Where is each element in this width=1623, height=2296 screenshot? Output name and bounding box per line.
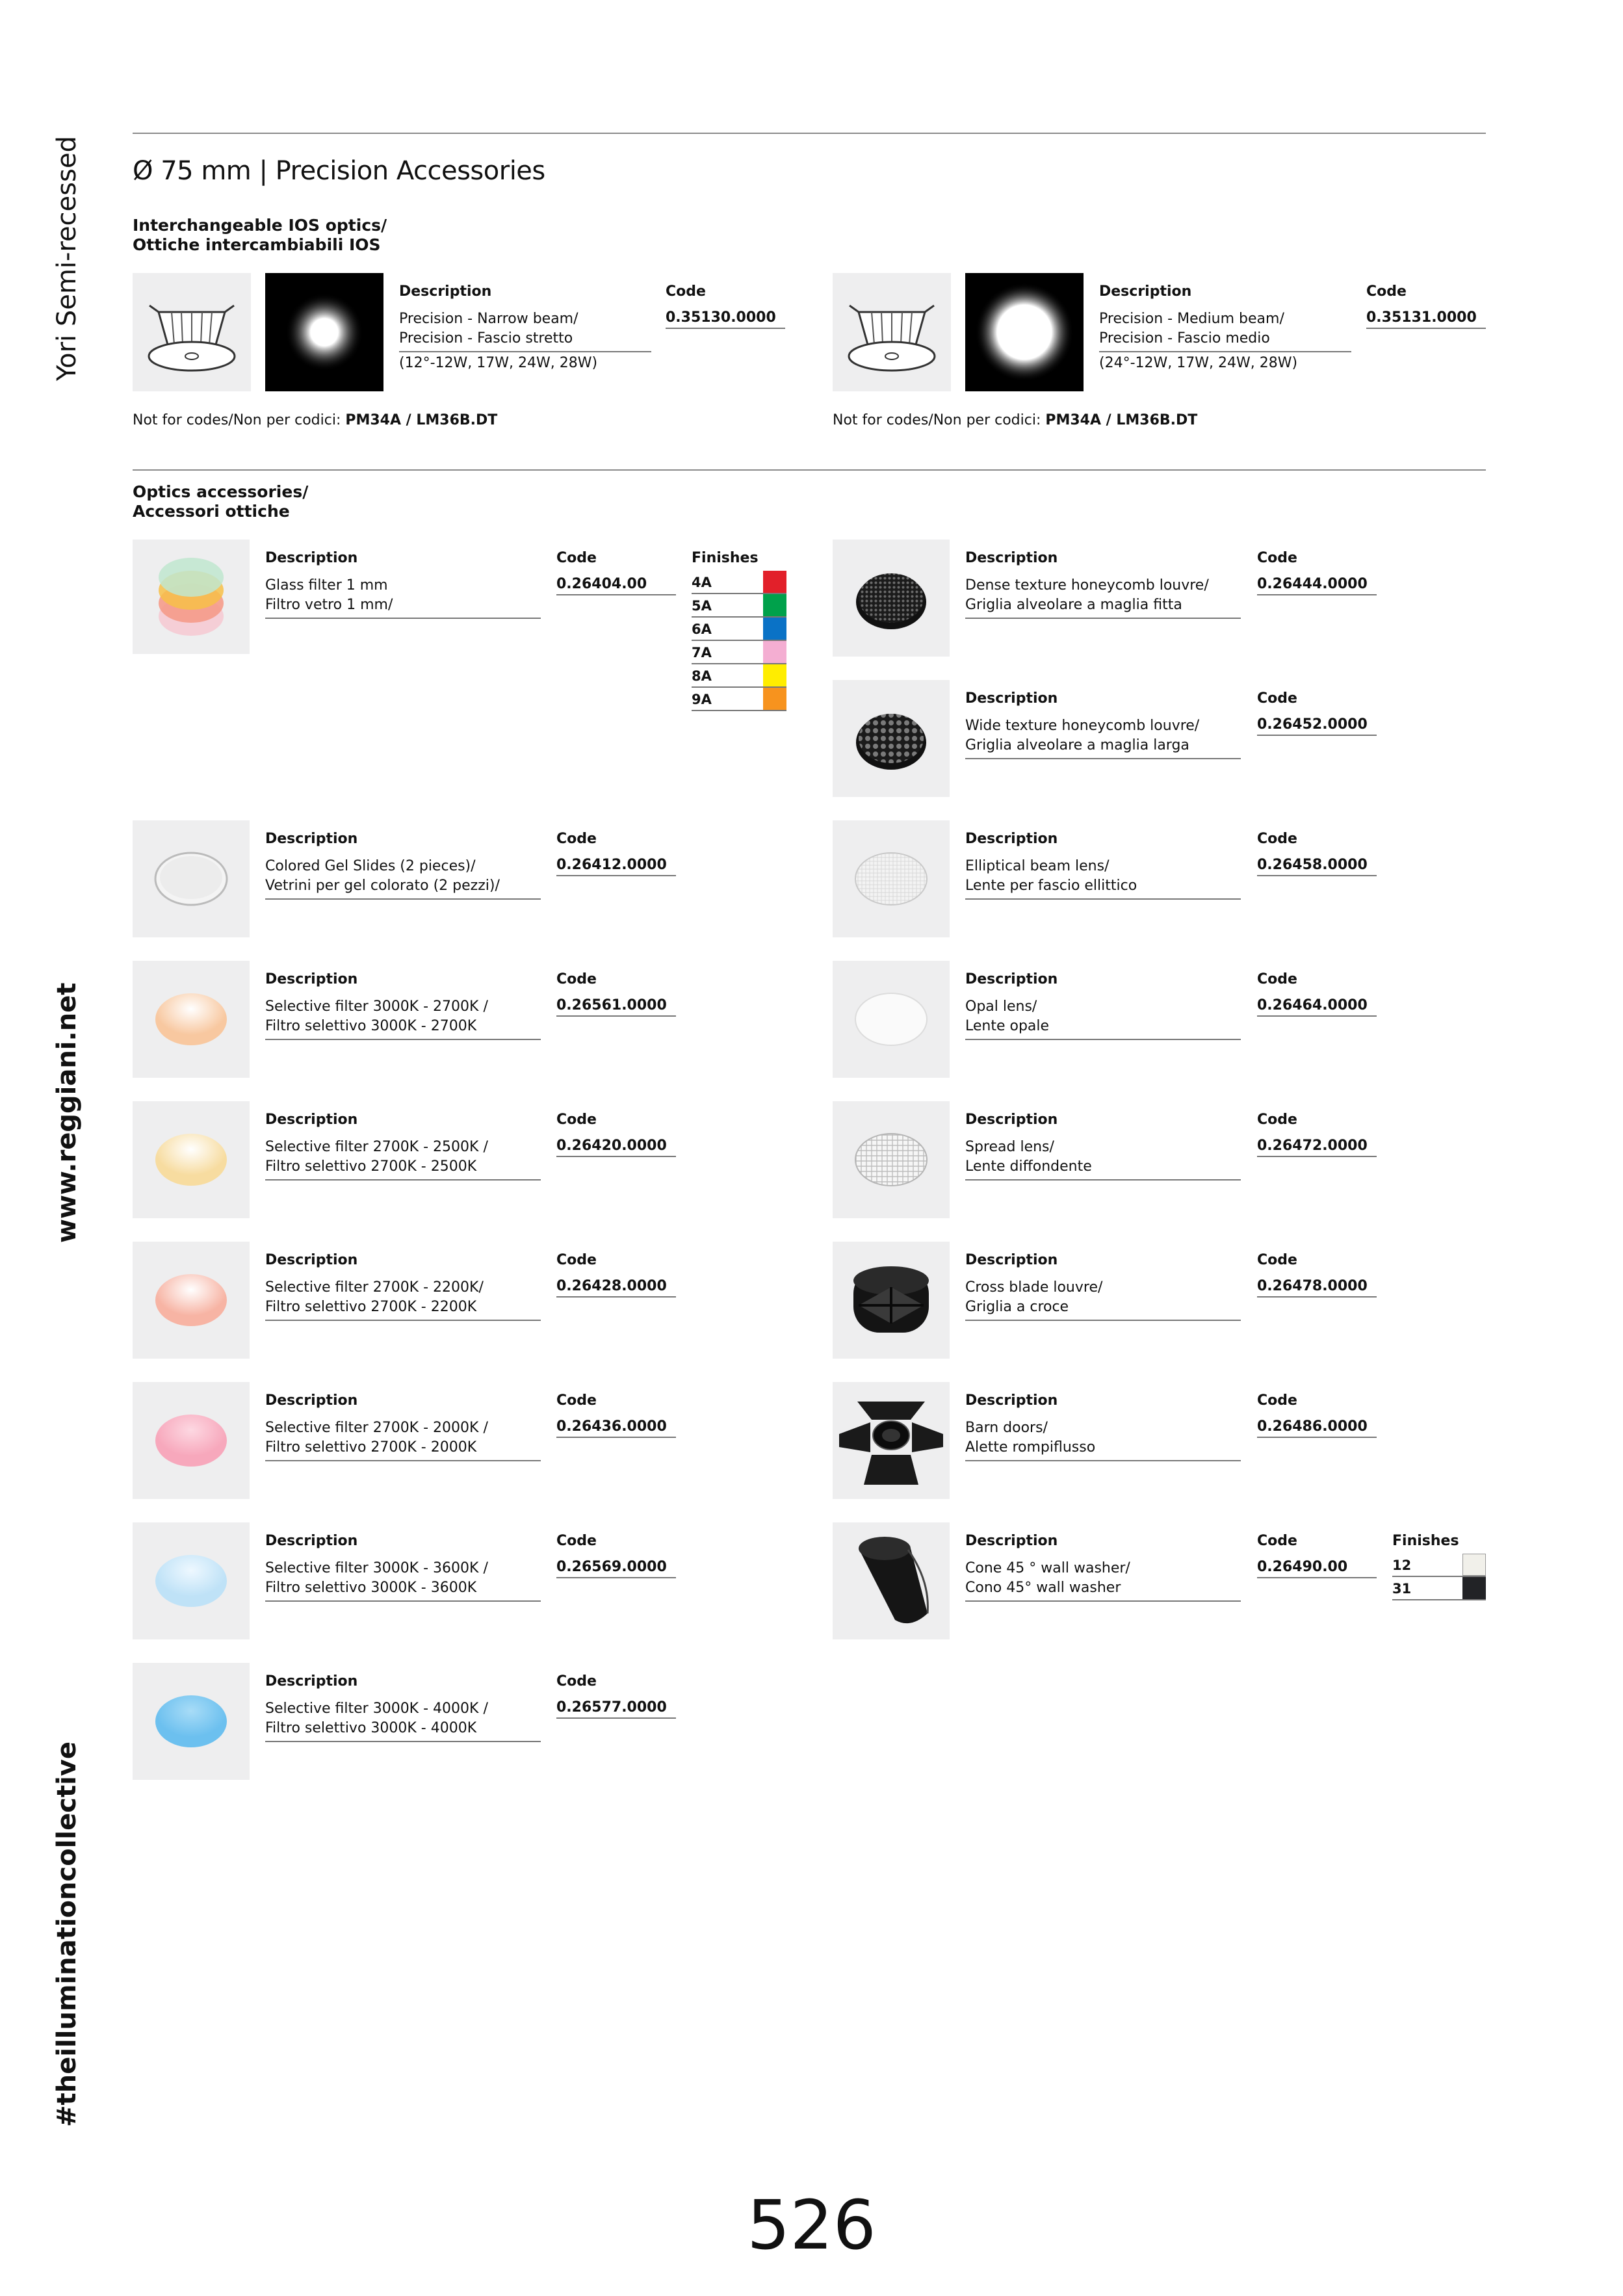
spread-lens-line2: Lente diffondente — [965, 1158, 1092, 1175]
ios-heading-en: Interchangeable IOS optics/ — [133, 216, 387, 235]
glass-finish-swatch — [763, 688, 786, 710]
barn-doors-code-rule — [1257, 1437, 1377, 1438]
filter-2700-2200-image — [133, 1242, 250, 1359]
filter-2700-2000-code-rule — [556, 1437, 676, 1438]
spread-lens-desc-label: Description — [965, 1112, 1058, 1128]
cone-finishes-label: Finishes — [1392, 1533, 1459, 1549]
hashtag-side-text: #theilluminationcollective — [52, 1742, 82, 2127]
elliptical-lens-image — [833, 820, 950, 937]
ios-narrow-code: 0.35130.0000 — [666, 309, 776, 326]
ios-note-prefix: Not for codes/Non per codici: — [833, 412, 1046, 428]
wide-honeycomb-image — [833, 680, 950, 797]
filter-2700-2200-line2: Filtro selettivo 2700K - 2200K — [265, 1299, 477, 1315]
gel-slides-desc — [265, 857, 500, 896]
dense-honeycomb-desc-rule — [965, 618, 1241, 619]
glass-finish-code: 8A — [692, 668, 712, 684]
ios-narrow-line2: Precision - Fascio stretto — [399, 330, 573, 346]
opal-lens-code-label: Code — [1257, 971, 1297, 987]
ios-medium-code-label: Code — [1366, 283, 1407, 300]
filter-2700-2500-image — [133, 1101, 250, 1218]
cross-blade-icon — [833, 1242, 950, 1359]
filter-3000-2700-line1: Selective filter 3000K - 2700K / — [265, 998, 488, 1015]
filter-2700-2000-desc-label: Description — [265, 1392, 358, 1409]
cone-wall-washer-icon — [833, 1522, 950, 1639]
dense-honeycomb-line1: Dense texture honeycomb louvre/ — [965, 577, 1209, 594]
filter-2700-2200-desc-label: Description — [265, 1252, 358, 1268]
cross-blade-code-rule — [1257, 1296, 1377, 1298]
page-number: 526 — [747, 2185, 876, 2265]
filter-2700-2500-line1: Selective filter 2700K - 2500K / — [265, 1139, 488, 1155]
ios-narrow-desc-label: Description — [399, 283, 492, 300]
cone-wall-washer-line2: Cono 45° wall washer — [965, 1580, 1121, 1596]
filter-3000-3600-line1: Selective filter 3000K - 3600K / — [265, 1560, 488, 1576]
wide-honeycomb-code-rule — [1257, 735, 1377, 736]
opal-lens-line2: Lente opale — [965, 1018, 1050, 1034]
filter-3000-3600-desc-rule — [265, 1600, 541, 1602]
wide-honeycomb-icon — [833, 680, 950, 797]
ios-medium-product-image — [833, 273, 951, 391]
glass-finish-code: 4A — [692, 575, 712, 590]
dense-honeycomb-line2: Griglia alveolare a maglia fitta — [965, 597, 1182, 613]
filter-2700-2500-line2: Filtro selettivo 2700K - 2500K — [265, 1158, 477, 1175]
glass-finish-swatch — [763, 664, 786, 686]
filter-3000-3600-code: 0.26569.0000 — [556, 1559, 667, 1575]
spread-lens-code-rule — [1257, 1156, 1377, 1157]
filter-2700-2200-code-label: Code — [556, 1252, 597, 1268]
glass-finish-code: 9A — [692, 692, 712, 707]
optics-heading-en: Optics accessories/ — [133, 482, 309, 501]
filter-2700-2200-line1: Selective filter 2700K - 2200K/ — [265, 1279, 484, 1296]
glass-finish-swatch — [763, 618, 786, 640]
gel-slides-image — [133, 820, 250, 937]
barn-doors-line1: Barn doors/ — [965, 1420, 1048, 1436]
glass-filter-line2: Filtro vetro 1 mm/ — [265, 597, 393, 613]
spread-lens-icon — [833, 1101, 950, 1218]
dense-honeycomb-icon — [833, 540, 950, 657]
ios-narrow-code-label: Code — [666, 283, 706, 300]
glass-filter-icon — [133, 540, 250, 654]
cone-wall-washer-image — [833, 1522, 950, 1639]
spread-lens-image — [833, 1101, 950, 1218]
filter-2700-2500-desc — [265, 1138, 488, 1177]
filter-3000-4000-icon — [133, 1663, 250, 1780]
glass-filter-desc — [265, 576, 393, 615]
glass-finish-code: 7A — [692, 645, 712, 660]
glass-filter-finishes-label: Finishes — [692, 550, 759, 566]
cone-wall-washer-code-label: Code — [1257, 1533, 1297, 1549]
series-side-title: Yori Semi-recessed — [52, 136, 82, 381]
elliptical-lens-code-rule — [1257, 875, 1377, 876]
gel-slides-desc-label: Description — [265, 831, 358, 847]
filter-2700-2000-code: 0.26436.0000 — [556, 1418, 667, 1435]
ios-narrow-product-image — [133, 273, 251, 391]
gel-slides-code-label: Code — [556, 831, 597, 847]
barn-doors-desc — [965, 1418, 1095, 1457]
elliptical-lens-line2: Lente per fascio ellittico — [965, 878, 1137, 894]
filter-2700-2200-desc — [265, 1278, 484, 1317]
cross-blade-code-label: Code — [1257, 1252, 1297, 1268]
glass-filter-line1: Glass filter 1 mm — [265, 577, 388, 594]
glass-filter-code-rule — [556, 594, 676, 595]
filter-3000-3600-code-rule — [556, 1577, 676, 1578]
filter-3000-4000-code: 0.26577.0000 — [556, 1699, 667, 1715]
filter-2700-2500-icon — [133, 1101, 250, 1218]
barn-doors-desc-label: Description — [965, 1392, 1058, 1409]
elliptical-lens-desc-label: Description — [965, 831, 1058, 847]
filter-3000-3600-icon — [133, 1522, 250, 1639]
ios-medium-desc — [1099, 309, 1284, 348]
elliptical-lens-desc-rule — [965, 898, 1241, 900]
glass-finish-code: 6A — [692, 621, 712, 637]
cone-wall-washer-code: 0.26490.00 — [1257, 1559, 1348, 1575]
cone-finish-swatch — [1462, 1577, 1486, 1599]
dense-honeycomb-code-rule — [1257, 594, 1377, 595]
spread-lens-desc — [965, 1138, 1092, 1177]
filter-2700-2000-code-label: Code — [556, 1392, 597, 1409]
dense-honeycomb-code: 0.26444.0000 — [1257, 576, 1368, 592]
ios-medium-code-rule — [1366, 328, 1486, 329]
glass-filter-code: 0.26404.00 — [556, 576, 647, 592]
website-side-text: www.reggiani.net — [52, 982, 82, 1243]
cross-blade-code: 0.26478.0000 — [1257, 1278, 1368, 1294]
ios-heading-it: Ottiche intercambiabili IOS — [133, 235, 381, 254]
narrow-beam-icon — [265, 273, 383, 391]
filter-2700-2200-desc-rule — [265, 1320, 541, 1321]
filter-2700-2500-code: 0.26420.0000 — [556, 1138, 667, 1154]
filter-3000-2700-desc-label: Description — [265, 971, 358, 987]
glass-finish-rule — [692, 710, 786, 711]
ios-note-right — [833, 412, 1197, 428]
cone-wall-washer-code-rule — [1257, 1577, 1377, 1578]
filter-3000-3600-desc-label: Description — [265, 1533, 358, 1549]
ios-medium-desc-rule — [1099, 351, 1351, 352]
glass-finish-swatch — [763, 571, 786, 593]
cross-blade-desc-rule — [965, 1320, 1241, 1321]
gel-slides-code: 0.26412.0000 — [556, 857, 667, 873]
top-rule — [133, 133, 1486, 134]
filter-3000-4000-desc — [265, 1699, 488, 1738]
filter-2700-2000-desc-rule — [265, 1460, 541, 1461]
ios-note-prefix: Not for codes/Non per codici: — [133, 412, 346, 428]
filter-2700-2000-image — [133, 1382, 250, 1499]
gel-slides-line2: Vetrini per gel colorato (2 pezzi)/ — [265, 878, 500, 894]
dense-honeycomb-desc — [965, 576, 1209, 615]
filter-2700-2500-code-label: Code — [556, 1112, 597, 1128]
gel-slides-icon — [133, 820, 250, 937]
filter-2700-2200-icon — [133, 1242, 250, 1359]
cross-blade-line2: Griglia a croce — [965, 1299, 1069, 1315]
opal-lens-desc-label: Description — [965, 971, 1058, 987]
filter-3000-4000-line2: Filtro selettivo 3000K - 4000K — [265, 1720, 477, 1736]
filter-3000-3600-line2: Filtro selettivo 3000K - 3600K — [265, 1580, 477, 1596]
ios-medium-beam-image — [965, 273, 1084, 391]
filter-3000-3600-image — [133, 1522, 250, 1639]
downlight-icon — [833, 273, 951, 391]
opal-lens-code: 0.26464.0000 — [1257, 997, 1368, 1013]
barn-doors-code-label: Code — [1257, 1392, 1297, 1409]
dense-honeycomb-image — [833, 540, 950, 657]
dense-honeycomb-desc-label: Description — [965, 550, 1058, 566]
wide-honeycomb-line2: Griglia alveolare a maglia larga — [965, 737, 1189, 753]
glass-filter-code-label: Code — [556, 550, 597, 566]
optics-heading — [133, 482, 308, 521]
ios-note-codes: PM34A / LM36B.DT — [1045, 412, 1198, 428]
gel-slides-desc-rule — [265, 898, 541, 900]
filter-2700-2000-icon — [133, 1382, 250, 1499]
filter-2700-2200-code-rule — [556, 1296, 676, 1298]
ios-medium-line2: Precision - Fascio medio — [1099, 330, 1270, 346]
cone-wall-washer-line1: Cone 45 ° wall washer/ — [965, 1560, 1130, 1576]
filter-3000-3600-code-label: Code — [556, 1533, 597, 1549]
filter-3000-3600-desc — [265, 1559, 488, 1598]
wide-honeycomb-code: 0.26452.0000 — [1257, 716, 1368, 733]
elliptical-lens-desc — [965, 857, 1137, 896]
cross-blade-image — [833, 1242, 950, 1359]
filter-2700-2500-code-rule — [556, 1156, 676, 1157]
glass-filter-desc-rule — [265, 618, 541, 619]
cone-finish-code: 31 — [1392, 1581, 1412, 1597]
ios-narrow-code-rule — [666, 328, 785, 329]
filter-3000-2700-desc-rule — [265, 1039, 541, 1040]
downlight-icon — [133, 273, 251, 391]
filter-3000-4000-code-rule — [556, 1717, 676, 1719]
cone-finish-rule — [1392, 1599, 1486, 1600]
opal-lens-line1: Opal lens/ — [965, 998, 1037, 1015]
glass-finish-swatch — [763, 641, 786, 663]
filter-3000-2700-image — [133, 961, 250, 1078]
ios-heading — [133, 216, 387, 255]
opal-lens-code-rule — [1257, 1015, 1377, 1017]
ios-narrow-line3: (12°-12W, 17W, 24W, 28W) — [399, 355, 598, 371]
elliptical-lens-icon — [833, 820, 950, 937]
opal-lens-desc-rule — [965, 1039, 1241, 1040]
opal-lens-desc — [965, 997, 1049, 1036]
barn-doors-icon — [833, 1382, 950, 1499]
filter-3000-2700-code: 0.26561.0000 — [556, 997, 667, 1013]
wide-honeycomb-code-label: Code — [1257, 690, 1297, 707]
ios-note-codes: PM34A / LM36B.DT — [345, 412, 498, 428]
glass-filter-image — [133, 540, 250, 654]
opal-lens-icon — [833, 961, 950, 1078]
filter-2700-2500-desc-rule — [265, 1179, 541, 1181]
cone-finish-swatch — [1462, 1554, 1486, 1576]
barn-doors-line2: Alette rompiflusso — [965, 1439, 1096, 1455]
filter-3000-2700-code-label: Code — [556, 971, 597, 987]
wide-honeycomb-line1: Wide texture honeycomb louvre/ — [965, 718, 1200, 734]
cross-blade-line1: Cross blade louvre/ — [965, 1279, 1103, 1296]
cross-blade-desc — [965, 1278, 1102, 1317]
ios-medium-desc-label: Description — [1099, 283, 1192, 300]
filter-2700-2000-line2: Filtro selettivo 2700K - 2000K — [265, 1439, 477, 1455]
opal-lens-image — [833, 961, 950, 1078]
wide-honeycomb-desc-label: Description — [965, 690, 1058, 707]
filter-3000-2700-desc — [265, 997, 488, 1036]
filter-3000-2700-line2: Filtro selettivo 3000K - 2700K — [265, 1018, 477, 1034]
cone-finish-code: 12 — [1392, 1558, 1412, 1573]
optics-heading-it: Accessori ottiche — [133, 502, 290, 521]
barn-doors-image — [833, 1382, 950, 1499]
gel-slides-line1: Colored Gel Slides (2 pieces)/ — [265, 858, 476, 874]
gel-slides-code-rule — [556, 875, 676, 876]
filter-3000-4000-line1: Selective filter 3000K - 4000K / — [265, 1701, 488, 1717]
glass-finish-code: 5A — [692, 598, 712, 614]
elliptical-lens-line1: Elliptical beam lens/ — [965, 858, 1110, 874]
section-rule — [133, 469, 1486, 471]
ios-narrow-desc-rule — [399, 351, 651, 352]
barn-doors-desc-rule — [965, 1460, 1241, 1461]
filter-2700-2200-code: 0.26428.0000 — [556, 1278, 667, 1294]
page-title: Ø 75 mm | Precision Accessories — [133, 156, 545, 186]
wide-honeycomb-desc-rule — [965, 758, 1241, 759]
cone-wall-washer-desc-label: Description — [965, 1533, 1058, 1549]
spread-lens-code: 0.26472.0000 — [1257, 1138, 1368, 1154]
glass-finish-swatch — [763, 594, 786, 616]
ios-narrow-desc — [399, 309, 578, 348]
elliptical-lens-code-label: Code — [1257, 831, 1297, 847]
filter-3000-4000-desc-label: Description — [265, 1673, 358, 1689]
cross-blade-desc-label: Description — [965, 1252, 1058, 1268]
filter-2700-2000-desc — [265, 1418, 488, 1457]
ios-medium-line3: (24°-12W, 17W, 24W, 28W) — [1099, 355, 1298, 371]
filter-3000-4000-desc-rule — [265, 1741, 541, 1742]
filter-2700-2000-line1: Selective filter 2700K - 2000K / — [265, 1420, 488, 1436]
spread-lens-code-label: Code — [1257, 1112, 1297, 1128]
ios-medium-line1: Precision - Medium beam/ — [1099, 311, 1284, 327]
dense-honeycomb-code-label: Code — [1257, 550, 1297, 566]
filter-3000-2700-icon — [133, 961, 250, 1078]
filter-3000-2700-code-rule — [556, 1015, 676, 1017]
glass-filter-desc-label: Description — [265, 550, 358, 566]
cone-wall-washer-desc-rule — [965, 1600, 1241, 1602]
spread-lens-desc-rule — [965, 1179, 1241, 1181]
ios-note-left — [133, 412, 497, 428]
barn-doors-code: 0.26486.0000 — [1257, 1418, 1368, 1435]
medium-beam-icon — [965, 273, 1084, 391]
filter-2700-2500-desc-label: Description — [265, 1112, 358, 1128]
filter-3000-4000-code-label: Code — [556, 1673, 597, 1689]
ios-narrow-line1: Precision - Narrow beam/ — [399, 311, 578, 327]
ios-medium-code: 0.35131.0000 — [1366, 309, 1477, 326]
cone-wall-washer-desc — [965, 1559, 1130, 1598]
filter-3000-4000-image — [133, 1663, 250, 1780]
spread-lens-line1: Spread lens/ — [965, 1139, 1054, 1155]
wide-honeycomb-desc — [965, 716, 1199, 755]
elliptical-lens-code: 0.26458.0000 — [1257, 857, 1368, 873]
ios-narrow-beam-image — [265, 273, 383, 391]
